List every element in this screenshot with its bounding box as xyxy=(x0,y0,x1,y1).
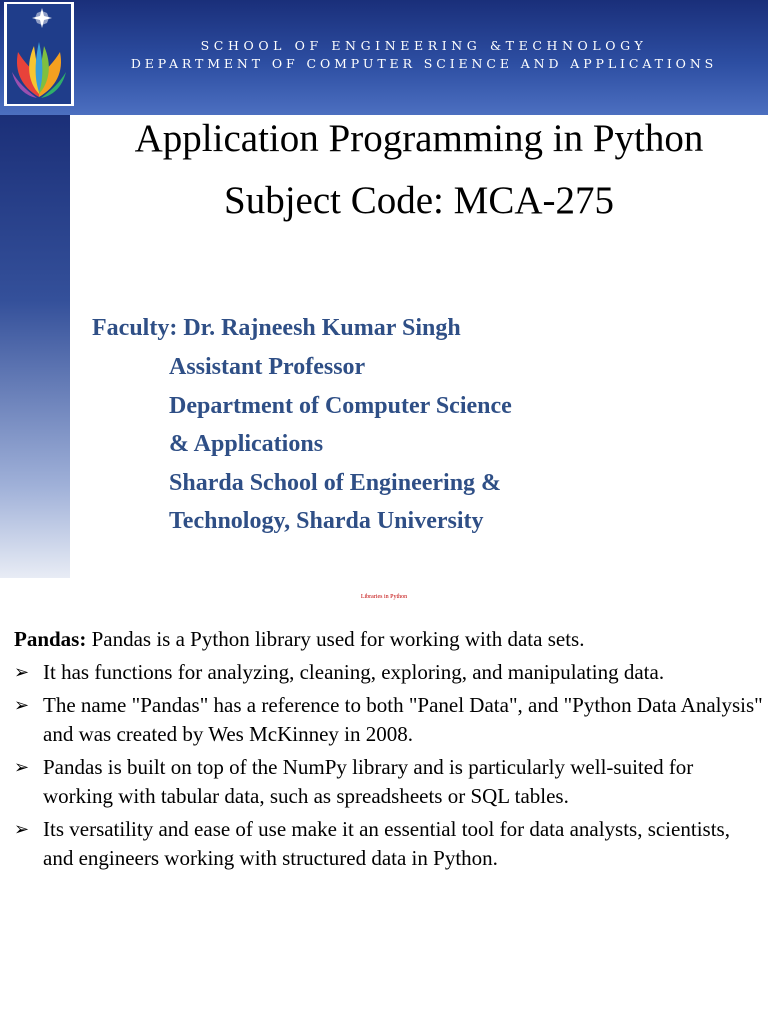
bullet-item xyxy=(14,815,764,873)
faculty-label: Faculty: Dr. Rajneesh Kumar Singh xyxy=(92,315,461,341)
bullet-item xyxy=(14,753,764,811)
university-logo-icon xyxy=(4,2,74,106)
bullet-text: It has functions for analyzing, cleaning, exploring, and manipulating data. xyxy=(43,660,665,684)
slide-small-title: Libraries in Python xyxy=(360,594,408,600)
arrow-bullet-icon: ➢ xyxy=(14,662,30,683)
faculty-department: Department of Computer Science xyxy=(169,393,512,419)
header-band xyxy=(0,0,768,115)
pandas-intro xyxy=(14,627,584,652)
bullet-text: The name "Pandas" has a reference to both "Panel Data", and "Python Data Analysis" and was created by Wes McKinney in 2008. xyxy=(43,693,763,746)
arrow-bullet-icon: ➢ xyxy=(14,757,30,778)
pandas-intro-label: Pandas: xyxy=(14,627,87,651)
faculty-designation: Assistant Professor xyxy=(169,354,366,380)
bullet-item xyxy=(14,658,764,687)
faculty-school: Sharda School of Engineering & xyxy=(169,470,502,496)
university-logo xyxy=(4,2,74,106)
arrow-bullet-icon: ➢ xyxy=(14,695,30,716)
department-name: DEPARTMENT OF COMPUTER SCIENCE AND APPLICATIONS xyxy=(130,56,718,71)
content-slide xyxy=(0,578,768,1024)
bullet-text: Pandas is built on top of the NumPy library and is particularly well-suited for working with tabular data, such as spreadsheets or SQL tables. xyxy=(43,755,694,808)
subject-code: Subject Code: MCA-275 xyxy=(224,179,614,222)
bullet-list xyxy=(14,658,764,877)
faculty-university: Technology, Sharda University xyxy=(169,508,484,534)
bullet-text: Its versatility and ease of use make it an essential tool for data analysts, scientists, and engineers working with structured data in Python. xyxy=(43,817,730,870)
pandas-intro-text: Pandas is a Python library used for working with data sets. xyxy=(86,627,585,651)
faculty-department-cont: & Applications xyxy=(169,431,324,457)
side-band xyxy=(0,115,70,578)
course-title: Application Programming in Python xyxy=(134,117,704,160)
arrow-bullet-icon: ➢ xyxy=(14,819,30,840)
school-name: SCHOOL OF ENGINEERING &TECHNOLOGY xyxy=(200,38,648,53)
bullet-item xyxy=(14,691,764,749)
